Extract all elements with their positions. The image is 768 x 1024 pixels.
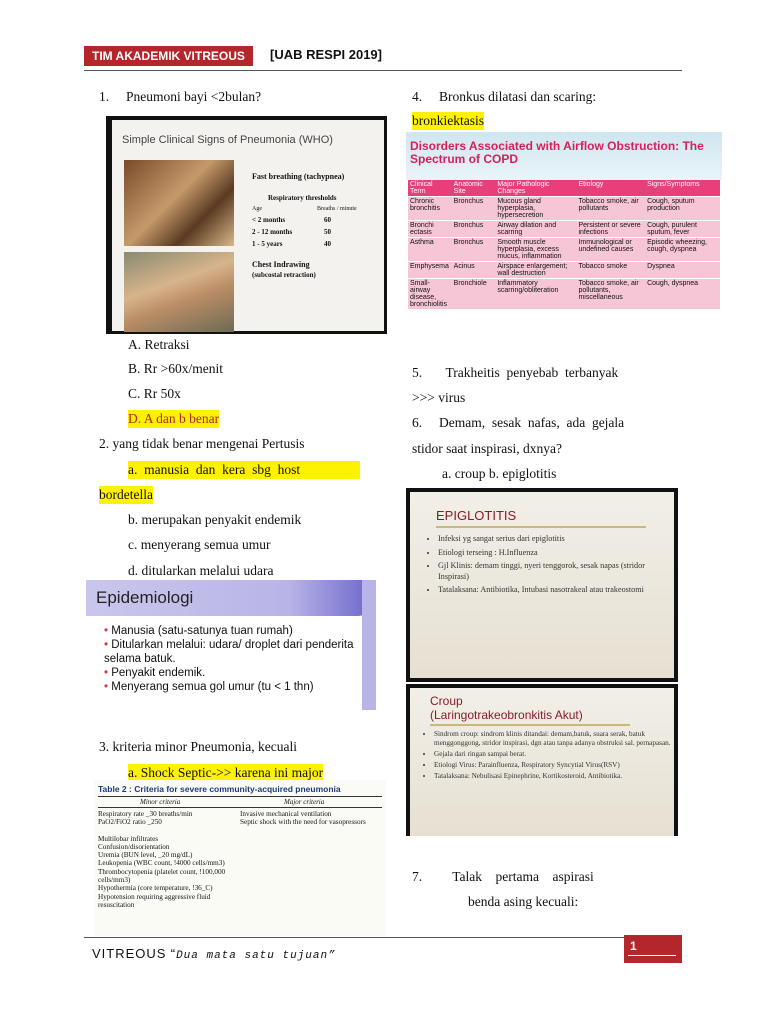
q1-question: 1. Pneumoni bayi <2bulan? bbox=[99, 89, 262, 104]
epidemiologi-title: Epidemiologi bbox=[96, 588, 194, 607]
croup-title: Croup bbox=[430, 694, 463, 708]
q7-line2: benda asing kecuali: bbox=[468, 894, 579, 909]
photo-infant bbox=[124, 252, 234, 332]
criteria-minor-item: Leukopenia (WBC count, !4000 cells/mm3) bbox=[98, 859, 225, 868]
croup-bullet: • Sindrom croup: sindrom klinis ditandai: demam,batuk, suara serak, batuk menggonggong, stridor inspirasi, dgn atau tanpa adanya obstruksi sal. pernapasan. bbox=[434, 730, 674, 748]
who-pneumonia-slide bbox=[106, 116, 387, 334]
footer-brand: VITREOUS bbox=[92, 946, 167, 961]
epidemiologi-bullet: • Ditularkan melalui: udara/ droplet dari penderita selama batuk. bbox=[104, 639, 354, 665]
q6-options: a. croup b. epiglotitis bbox=[442, 466, 557, 481]
criteria-minor-item: Hypothermia (core temperature, !36_C) bbox=[98, 884, 213, 893]
criteria-major-list bbox=[240, 810, 380, 827]
croup-list bbox=[422, 730, 674, 781]
criteria-major-item: Septic shock with the need for vasopressors bbox=[240, 818, 366, 827]
croup-bullet: • Tatalaksana: Nebulisasi Epinephrine, Kortikosteroid, Antibiotika. bbox=[434, 772, 674, 781]
photo-mother-baby bbox=[124, 160, 234, 246]
copd-header: Anatomic Site bbox=[452, 180, 496, 197]
copd-slide-title: Disorders Associated with Airflow Obstruction: The Spectrum of COPD bbox=[410, 139, 704, 166]
severe-cap-criteria-table bbox=[94, 780, 386, 936]
q7-line1: 7. Talak pertama aspirasi bbox=[412, 869, 594, 884]
copd-row: Bronchi ectasis Bronchus Airway dilation and scarring Persistent or severe infections Cough, purulent sputum, fever bbox=[408, 221, 720, 238]
croup-bullet: • Gejala dari ringan sampai berat. bbox=[434, 750, 674, 759]
copd-row: Small-airway disease, bronchiolitis Bronchiole Inflammatory scarring/obliteration Tobacco smoke, air pollutants, miscellaneous Cough, dyspnea bbox=[408, 279, 720, 310]
criteria-minor-item: Hypotension requiring aggressive fluid resuscitation bbox=[98, 892, 211, 909]
criteria-major-header: Major criteria bbox=[284, 798, 325, 806]
epidemiologi-bullet: • Penyakit endemik. bbox=[104, 667, 206, 679]
who-chest-indrawing: Chest Indrawing bbox=[252, 260, 310, 269]
who-slide-title: Simple Clinical Signs of Pneumonia (WHO) bbox=[122, 134, 333, 146]
who-row-1-val: 50 bbox=[324, 228, 331, 236]
croup-slide bbox=[406, 684, 678, 836]
footer-quote-open: “ bbox=[170, 946, 177, 961]
q3-question: 3. kriteria minor Pneumonia, kecuali bbox=[99, 739, 297, 754]
header-badge: TIM AKADEMIK VITREOUS bbox=[84, 46, 253, 66]
epidemiologi-bullet: • Menyerang semua gol umur (tu < 1 thn) bbox=[104, 681, 314, 693]
q2-option-d: d. ditularkan melalui udara bbox=[128, 563, 274, 578]
who-col-age: Age bbox=[252, 206, 262, 212]
q1-option-b: B. Rr >60x/menit bbox=[128, 361, 223, 376]
criteria-minor-item: Multilobar infiltrates bbox=[98, 834, 159, 843]
who-thresholds-title: Respiratory thresholds bbox=[268, 194, 337, 202]
copd-header: Etiology bbox=[576, 180, 645, 197]
who-row-2-age: 1 - 5 years bbox=[252, 240, 283, 248]
footer-rule bbox=[84, 937, 624, 938]
epiglotitis-bullet: • Gjl Klinis: demam tinggi, nyeri tenggorok, sesak napas (stridor Inspirasi) bbox=[438, 561, 670, 582]
footer-brand-line bbox=[92, 946, 336, 962]
page-number: 1 bbox=[630, 939, 637, 953]
who-row-0-val: 60 bbox=[324, 216, 331, 224]
page-number-box bbox=[624, 935, 682, 963]
epiglotitis-title: EPIGLOTITIS bbox=[436, 508, 517, 523]
criteria-table-title: Table 2 : Criteria for severe community-acquired pneumonia bbox=[98, 784, 341, 794]
epidemiologi-slide bbox=[86, 580, 376, 710]
epiglotitis-slide bbox=[406, 488, 678, 682]
q2-option-b: b. merupakan penyakit endemik bbox=[128, 512, 302, 527]
who-row-0-age: < 2 months bbox=[252, 216, 286, 224]
who-fast-breathing: Fast breathing (tachypnea) bbox=[252, 172, 345, 181]
epidemiologi-list bbox=[104, 624, 359, 694]
q2-option-a-line2: bordetella bbox=[99, 487, 153, 502]
header-rule bbox=[84, 70, 682, 71]
copd-row: Asthma Bronchus Smooth muscle hyperplasia, excess mucus, inflammation Immunological or undefined causes Episodic wheezing, cough, dyspnea bbox=[408, 238, 720, 262]
criteria-minor-item: Confusion/disorientation bbox=[98, 842, 170, 851]
croup-subtitle: (Laringotrakeobronkitis Akut) bbox=[430, 708, 583, 722]
footer-motto: Dua mata satu tujuan” bbox=[176, 950, 336, 962]
criteria-minor-item: PaO2/FiO2 ratio _250 bbox=[98, 818, 162, 827]
copd-header: Signs/Symptoms bbox=[645, 180, 720, 197]
header-subtitle: [UAB RESPI 2019] bbox=[270, 47, 382, 62]
who-chest-sub: (subcostal retraction) bbox=[252, 271, 316, 279]
q2-question: 2. yang tidak benar mengenai Pertusis bbox=[99, 436, 305, 451]
copd-table bbox=[408, 180, 720, 309]
criteria-minor-list bbox=[98, 810, 236, 909]
croup-bullet: • Etiologi Virus: Parainfluenza, Respiratory Syncytial Virus(RSV) bbox=[434, 761, 674, 770]
copd-header: Major Pathologic Changes bbox=[495, 180, 576, 197]
q3-answer: a. Shock Septic->> karena ini major bbox=[128, 765, 324, 780]
q2-option-a-line1: a. manusia dan kera sbg host bbox=[128, 461, 360, 479]
copd-spectrum-slide bbox=[406, 132, 722, 346]
criteria-major-item: Invasive mechanical ventilation bbox=[240, 810, 332, 818]
criteria-minor-item: Respiratory rate _30 breaths/min bbox=[98, 810, 193, 818]
epiglotitis-bullet: • Infeksi yg sangat serius dari epiglotitis bbox=[438, 534, 670, 545]
who-row-2-val: 40 bbox=[324, 240, 331, 248]
q6-line2: stidor saat inspirasi, dxnya? bbox=[412, 441, 562, 456]
q5-line1: 5. Trakheitis penyebab terbanyak bbox=[412, 365, 619, 380]
q4-question: 4. Bronkus dilatasi dan scaring: bbox=[412, 89, 597, 104]
q6-line1: 6. Demam, sesak nafas, ada gejala bbox=[412, 415, 625, 430]
q2-option-c: c. menyerang semua umur bbox=[128, 537, 271, 552]
epiglotitis-bullet: • Etiologi terseing : H.Influenza bbox=[438, 548, 670, 559]
q4-answer: bronkiektasis bbox=[412, 113, 484, 128]
q1-option-a: A. Retraksi bbox=[128, 337, 190, 352]
who-col-breaths: Breaths / minute bbox=[317, 206, 357, 212]
epiglotitis-list bbox=[426, 534, 670, 596]
criteria-minor-item: Uremia (BUN level, _20 mg/dL) bbox=[98, 851, 193, 860]
criteria-minor-item: Thrombocytopenia (platelet count, !100,000 cells/mm3) bbox=[98, 867, 226, 885]
copd-row: Emphysema Acinus Airspace enlargement; wall destruction Tobacco smoke Dyspnea bbox=[408, 262, 720, 279]
copd-row: Chronic bronchitis Bronchus Mucous gland hyperplasia, hypersecretion Tobacco smoke, air pollutants Cough, sputum production bbox=[408, 197, 720, 221]
who-row-1-age: 2 - 12 months bbox=[252, 228, 293, 236]
q1-option-c: C. Rr 50x bbox=[128, 386, 181, 401]
epidemiologi-bullet: • Manusia (satu-satunya tuan rumah) bbox=[104, 625, 293, 637]
epiglotitis-bullet: • Tatalaksana: Antibiotika, Intubasi nasotrakeal atau trakeostomi bbox=[438, 585, 670, 596]
q5-line2: >>> virus bbox=[412, 390, 466, 405]
copd-header: Clinical Term bbox=[408, 180, 452, 197]
q1-option-d: D. A dan b benar bbox=[128, 411, 220, 426]
criteria-minor-header: Minor criteria bbox=[140, 798, 181, 806]
